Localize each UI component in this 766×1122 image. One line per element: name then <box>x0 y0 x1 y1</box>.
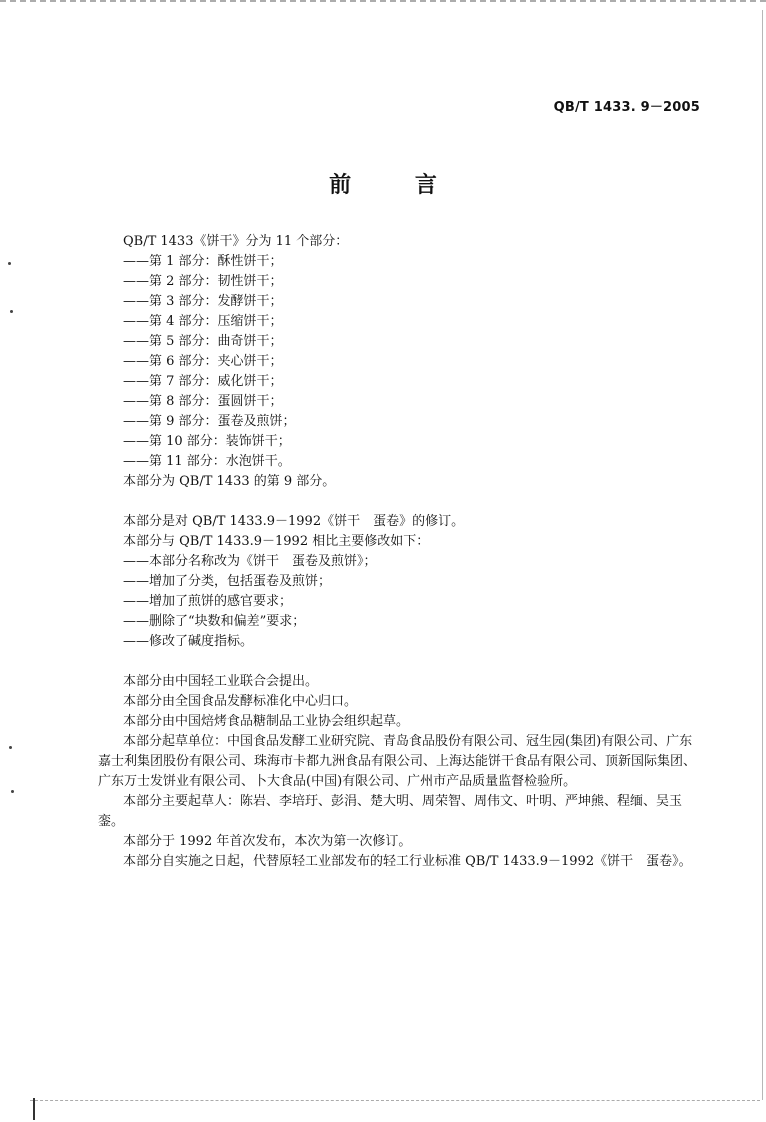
changes-intro: 本部分与 QB/T 1433.9－1992 相比主要修改如下： <box>123 534 430 549</box>
centralized-by: 本部分由全国食品发酵标准化中心归口。 <box>123 694 358 709</box>
part-item: ——第 8 部分：蛋圆饼干； <box>123 394 283 409</box>
margin-speck <box>11 790 14 793</box>
main-drafters: 本部分主要起草人：陈岩、李培玗、彭涓、楚大明、周荣智、周伟文、叶明、严坤熊、程缅、吴玉銮。 <box>98 794 683 829</box>
part-item: ——第 1 部分：酥性饼干； <box>123 254 283 269</box>
page-title: 前 言 <box>329 173 465 198</box>
document-body <box>98 232 702 872</box>
footer-scan-text <box>330 1106 430 1116</box>
scan-tick <box>33 1098 35 1120</box>
proposed-by: 本部分由中国轻工业联合会提出。 <box>123 674 319 689</box>
margin-speck <box>8 262 11 265</box>
organized-by: 本部分由中国焙烤食品糖制品工业协会组织起草。 <box>123 714 410 729</box>
parts-outro: 本部分为 QB/T 1433 的第 9 部分。 <box>123 474 336 489</box>
change-item: ——删除了“块数和偏差”要求； <box>123 614 306 629</box>
part-item: ——第 11 部分：水泡饼干。 <box>123 454 291 469</box>
margin-speck <box>9 746 12 749</box>
drafting-units: 本部分起草单位：中国食品发酵工业研究院、青岛食品股份有限公司、冠生园(集团)有限公司、广东嘉士利集团股份有限公司、珠海市卡都九洲食品有限公司、上海达能饼干食品有限公司、顶新国际集团、广东万士发饼业有限公司、卜大食品(中国)有限公司、广州市产品质量监督检验所。 <box>98 734 697 789</box>
replaces-standard: 本部分自实施之日起，代替原轻工业部发布的轻工行业标准 QB/T 1433.9－1992《饼干 蛋卷》。 <box>123 854 692 869</box>
change-item: ——增加了煎饼的感官要求； <box>123 594 293 609</box>
part-item: ——第 2 部分：韧性饼干； <box>123 274 283 289</box>
parts-intro: QB/T 1433《饼干》分为 11 个部分： <box>123 234 349 249</box>
part-item: ——第 5 部分：曲奇饼干； <box>123 334 283 349</box>
first-issue: 本部分于 1992 年首次发布，本次为第一次修订。 <box>123 834 412 849</box>
change-item: ——增加了分类，包括蛋卷及煎饼； <box>123 574 332 589</box>
part-item: ——第 9 部分：蛋卷及煎饼； <box>123 414 296 429</box>
part-item: ——第 4 部分：压缩饼干； <box>123 314 283 329</box>
change-item: ——修改了碱度指标。 <box>123 634 254 649</box>
change-item: ——本部分名称改为《饼干 蛋卷及煎饼》； <box>123 554 377 569</box>
scan-edge-bottom <box>30 1100 760 1101</box>
scan-edge-top <box>0 0 766 8</box>
margin-speck <box>10 310 13 313</box>
revision-intro: 本部分是对 QB/T 1433.9－1992《饼干 蛋卷》的修订。 <box>123 514 465 529</box>
standard-code: QB/T 1433. 9－2005 <box>553 100 700 115</box>
part-item: ——第 6 部分：夹心饼干； <box>123 354 283 369</box>
part-item: ——第 10 部分：装饰饼干； <box>123 434 291 449</box>
part-item: ——第 7 部分：威化饼干； <box>123 374 283 389</box>
part-item: ——第 3 部分：发酵饼干； <box>123 294 283 309</box>
